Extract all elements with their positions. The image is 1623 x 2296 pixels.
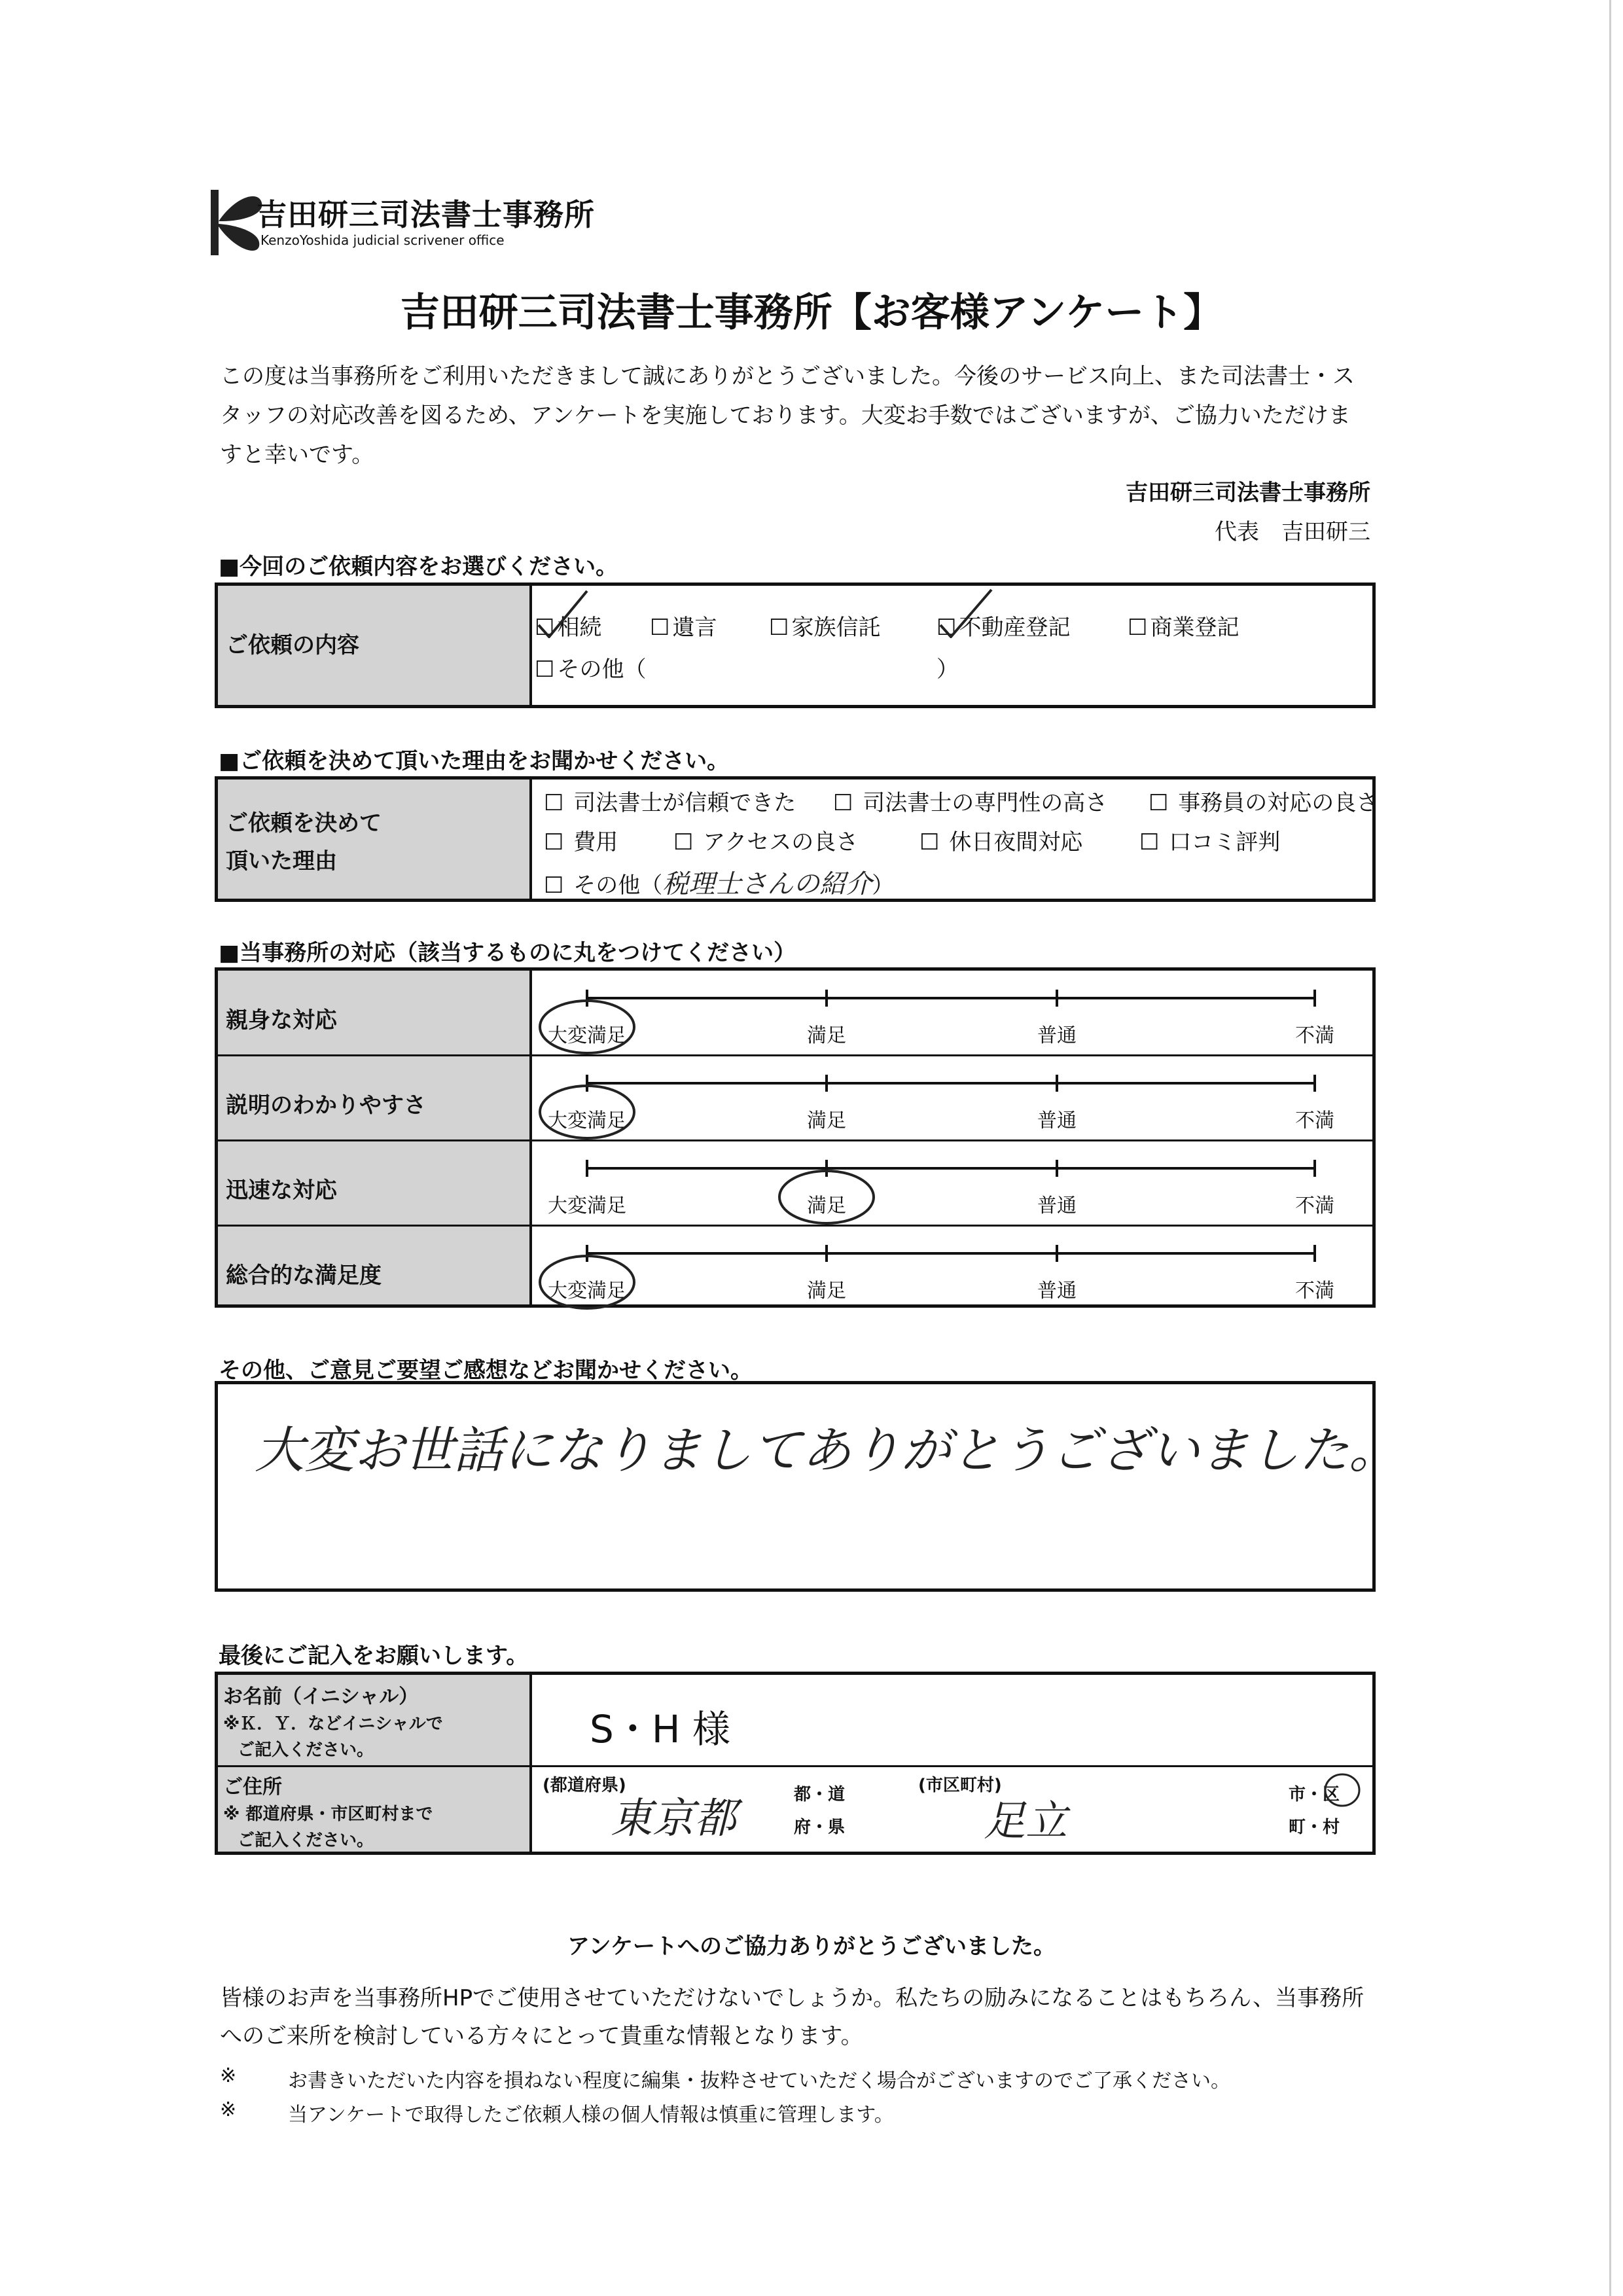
prefecture-caption: (都道府県) — [543, 1776, 626, 1795]
rating-option-1[interactable]: 満足 — [807, 1194, 846, 1217]
selected-circle-icon — [535, 1079, 639, 1145]
reason-label-line1: ご依頼を決めて — [226, 810, 382, 836]
rating-scale-tick — [1056, 1160, 1058, 1177]
office-name-en: KenzoYoshida judicial scrivener office — [260, 232, 505, 248]
reason-label — [218, 780, 532, 899]
name-note1: ※Ｋ．Ｙ．などイニシャルで — [223, 1714, 443, 1734]
rating-row-label: 説明のわかりやすさ — [226, 1092, 426, 1119]
rating-option-3[interactable]: 不満 — [1295, 1109, 1334, 1132]
footer-note1: お書きいただいた内容を損ねない程度に編集・抜粋させていただく場合がございますのでご了承ください。 — [288, 2070, 1230, 2092]
name-note2: ご記入ください。 — [238, 1740, 374, 1760]
rating-option-2[interactable]: 普通 — [1037, 1109, 1077, 1132]
city-ward-circle-icon — [1323, 1770, 1362, 1810]
other-close-paren: ） — [936, 656, 959, 683]
rating-scale-tick — [825, 1075, 828, 1092]
rating-option-3[interactable]: 不満 — [1295, 1280, 1334, 1302]
rating-option-0[interactable]: 大変満足 — [548, 1109, 626, 1132]
prefecture-suffix2: 府・県 — [794, 1818, 846, 1837]
rating-option-3[interactable]: 不満 — [1295, 1024, 1334, 1047]
request-content-label: ご依頼の内容 — [218, 586, 532, 705]
rating-scale-tick — [825, 1245, 828, 1262]
option-yuigon[interactable]: ☐ 遺言 — [650, 615, 717, 641]
rating-option-1[interactable]: 満足 — [807, 1280, 846, 1302]
rating-scale-tick — [1313, 990, 1316, 1007]
section5-heading: 最後にご記入をお願いします。 — [219, 1643, 529, 1669]
section3-heading: ■当事務所の対応（該当するものに丸をつけてください） — [219, 940, 796, 966]
reason-other-value: 税理士さんの紹介 — [662, 869, 872, 899]
prefecture-value[interactable]: 東京都 — [611, 1795, 736, 1843]
reason-reviews[interactable]: ☐ 口コミ評判 — [1139, 829, 1281, 855]
address-note2: ご記入ください。 — [238, 1831, 374, 1850]
rating-scale-line — [587, 997, 1315, 999]
prefecture-suffix1: 都・道 — [794, 1785, 846, 1804]
rating-option-2[interactable]: 普通 — [1037, 1280, 1077, 1302]
customer-info-box — [215, 1672, 1376, 1855]
section4-heading: その他、ご意見ご要望ご感想などお聞かせください。 — [219, 1357, 753, 1384]
address-note1: ※ 都道府県・市区町村まで — [223, 1804, 433, 1824]
rating-option-0[interactable]: 大変満足 — [548, 1280, 626, 1302]
reason-cost[interactable]: ☐ 費用 — [544, 829, 618, 855]
reason-label-line2: 頂いた理由 — [226, 848, 337, 874]
footer-note-mark: ※ — [220, 2098, 237, 2121]
rating-scale-line — [587, 1082, 1315, 1085]
footer-note-mark: ※ — [220, 2064, 237, 2087]
rating-option-2[interactable]: 普通 — [1037, 1024, 1077, 1047]
address-label: ご住所 — [223, 1776, 282, 1799]
rating-scale-tick — [1313, 1160, 1316, 1177]
rating-row-label: 親身な対応 — [226, 1007, 337, 1033]
rating-option-3[interactable]: 不満 — [1295, 1194, 1334, 1217]
comment-box[interactable] — [215, 1381, 1399, 1592]
signature-office: 吉田研三司法書士事務所 — [1126, 480, 1370, 506]
option-fudousan-touki[interactable]: ☐ 不動産登記 — [936, 615, 1071, 641]
document-title: 吉田研三司法書士事務所【お客様アンケート】 — [400, 290, 1223, 336]
name-value[interactable]: S・H 様 — [590, 1707, 730, 1751]
rating-option-2[interactable]: 普通 — [1037, 1194, 1077, 1217]
rating-scale-tick — [1313, 1075, 1316, 1092]
rating-option-1[interactable]: 満足 — [807, 1109, 846, 1132]
rating-table — [215, 967, 1376, 1308]
rating-scale-tick — [586, 1160, 588, 1177]
rating-scale-line — [587, 1167, 1315, 1170]
rating-row-label: 迅速な対応 — [226, 1177, 337, 1204]
rating-scale-tick — [1056, 1075, 1058, 1092]
option-shougyou-touki[interactable]: ☐ 商業登記 — [1128, 615, 1240, 641]
reason-staff[interactable]: ☐ 事務員の対応の良さ — [1149, 790, 1379, 816]
rating-option-0[interactable]: 大変満足 — [548, 1024, 626, 1047]
reason-expertise[interactable]: ☐ 司法書士の専門性の高さ — [833, 790, 1108, 816]
city-suffix2: 町・村 — [1289, 1818, 1340, 1837]
office-name: 吉田研三司法書士事務所 — [257, 197, 595, 232]
option-souzoku[interactable]: ☐ 相続 — [535, 615, 602, 641]
rating-scale-tick — [1056, 1245, 1058, 1262]
checkmark-souzoku-icon — [535, 586, 613, 638]
selected-circle-icon — [535, 994, 639, 1060]
city-value[interactable]: 足立 — [984, 1797, 1067, 1846]
option-kazoku-shintaku[interactable]: ☐ 家族信託 — [769, 615, 881, 641]
rating-scale-line — [587, 1252, 1315, 1255]
rating-option-1[interactable]: 満足 — [807, 1024, 846, 1047]
reason-trust[interactable]: ☐ 司法書士が信頼できた — [544, 790, 796, 816]
rating-row-label: 総合的な満足度 — [226, 1263, 382, 1289]
reason-box — [215, 776, 1379, 902]
rating-option-0[interactable]: 大変満足 — [548, 1194, 626, 1217]
reason-holiday[interactable]: ☐ 休日夜間対応 — [919, 829, 1083, 855]
rating-scale-tick — [1313, 1245, 1316, 1262]
footer-thanks: アンケートへのご協力ありがとうございました。 — [567, 1933, 1056, 1960]
footer-note2: 当アンケートで取得したご依頼人様の個人情報は慎重に管理します。 — [288, 2104, 894, 2126]
name-label: お名前（イニシャル） — [223, 1685, 419, 1708]
footer-message: 皆様のお声を当事務所HPでご使用させていただけないでしょうか。私たちの励みになることはもちろん、当事務所へのご来所を検討している方々にとって貴重な情報となります。 — [220, 1985, 1364, 2049]
reason-access[interactable]: ☐ アクセスの良さ — [673, 829, 859, 855]
section2-heading: ■ご依頼を決めて頂いた理由をお聞かせください。 — [219, 748, 730, 774]
selected-circle-icon — [774, 1164, 879, 1230]
signature-representative: 代表 吉田研三 — [1215, 519, 1370, 545]
intro-paragraph: この度は当事務所をご利用いただきまして誠にありがとうございました。今後のサービス向上、また司法書士・スタッフの対応改善を図るため、アンケートを実施しております。大変お手数ではございますが、ご協力いただけますと幸いです。 — [220, 363, 1355, 468]
selected-circle-icon — [535, 1249, 639, 1315]
option-other[interactable]: ☐ その他（ — [535, 656, 647, 683]
section1-heading: ■今回のご依頼内容をお選びください。 — [219, 554, 618, 580]
city-suffix1: 市・区 — [1289, 1785, 1340, 1804]
rating-scale-tick — [825, 990, 828, 1007]
comment-text: 大変お世話になりましてありがとうございました。 — [255, 1421, 1399, 1479]
request-content-box — [215, 583, 1376, 708]
city-caption: (市区町村) — [918, 1776, 1002, 1795]
checkmark-fudousan-icon — [936, 586, 1015, 638]
rating-scale-tick — [1056, 990, 1058, 1007]
reason-other[interactable]: ☐ その他（税理士さんの紹介） — [544, 869, 895, 899]
